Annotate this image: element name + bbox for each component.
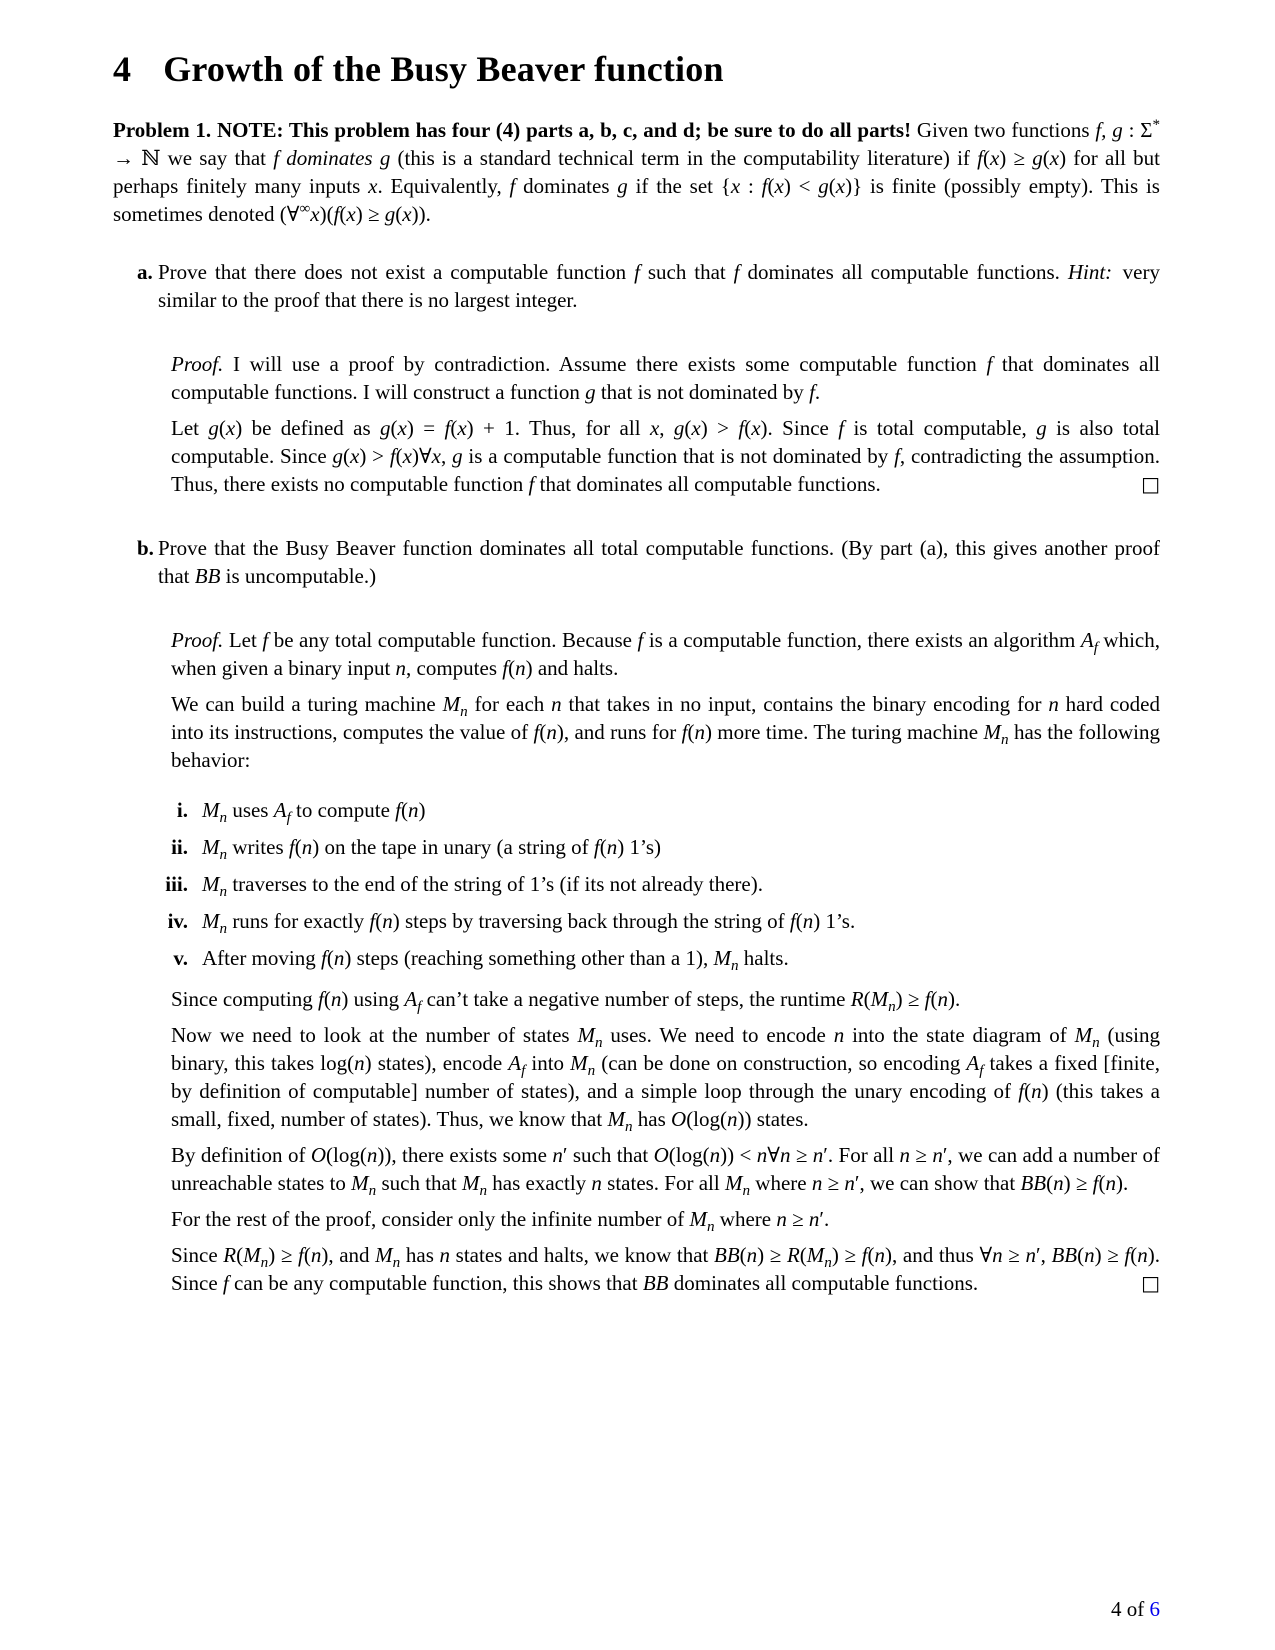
part-b-proof-paragraph-7 — [171, 1241, 1160, 1297]
list-item-v-label: v. — [173, 946, 188, 970]
list-item-iii-label: iii. — [165, 872, 188, 896]
list-item-iii — [165, 870, 1160, 901]
part-b-proof-paragraph-4: Now we need to look at the number of states $M_n$ uses. We need to encode n into the state diagram of $M_n$ (using binary, this takes log(n) states), encode $A_f$ into $M_n$ (can be done on construction, so encoding $A_f$ takes a fixed [finite, by definition of computable] number of states), and a simple loop through the unary encoding of f(n) (this takes a small, fixed, number of states). Thus, we know that $M_n$ has O(log(n)) states. — [171, 1023, 1161, 1136]
part-b-proof-paragraph-5: By definition of O(log(n)), there exists some n′ such that O(log(n)) < n∀n ≥ n′. For all n ≥ n′, we can add a number of unreachable states to $M_n$ such that $M_n$ has exactly n states. For all $M_n$ where n ≥ n′, we can show that BB(n) ≥ f(n). — [171, 1143, 1160, 1200]
part-b — [113, 534, 1160, 1297]
part-b-proof-paragraph-7-text: Since $R(M_n) \ge f(n)$, and $M_n$ has n states and halts, we know that $BB(n) \ge R(M_n) \ge f(n)$, and thus ∀n ≥ n′, BB(n) ≥ f(n). Since f can be any computable function, this shows that BB dominates all computable functions. — [171, 1243, 1160, 1295]
problem-intro-paragraph — [113, 116, 1160, 228]
part-a-proof-paragraph-1: Proof. I will use a proof by contradiction. Assume there exists some computable function f that dominates all computable functions. I will construct a function g that is not dominated by f. — [171, 352, 1161, 404]
section-heading — [113, 48, 1160, 90]
list-item-iv-text: $M_n$ runs for exactly f(n) steps by traversing back through the string of f(n) 1’s. — [202, 909, 856, 938]
part-b-proof-paragraph-3: Since computing f(n) using $A_f$ can’t take a negative number of steps, the runtime $R(M_n) \ge f(n)$. — [171, 987, 961, 1016]
part-b-proof-paragraph-2: We can build a turing machine $M_n$ for each n that takes in no input, contains the binary encoding for n hard coded into its instructions, computes the value of f(n), and runs for f(n) more time. The turing machine $M_n$ has the following behavior: — [171, 692, 1161, 772]
part-a-proof-paragraph-2 — [171, 414, 1160, 498]
list-item-ii — [171, 833, 1160, 864]
section-number: 4 — [113, 49, 132, 89]
turing-machine-behavior-list — [113, 796, 1160, 975]
section-title: Growth of the Busy Beaver function — [163, 49, 724, 89]
part-b-proof-paragraph-1: Proof. Let f be any total computable function. Because f is a computable function, there exists an algorithm $A_f$ which, when given a binary input n, computes f(n) and halts. — [171, 628, 1160, 680]
list-item-i-text: $M_n$ uses $A_f$ to compute f(n) — [202, 798, 426, 827]
part-b-proof-paragraph-6: For the rest of the proof, consider only the infinite number of $M_n$ where n ≥ n′. — [171, 1207, 830, 1236]
part-a-proof — [113, 350, 1160, 498]
part-b-statement: Prove that the Busy Beaver function dominates all total computable functions. (By part (a), this gives another proof that BB is uncomputable.) — [158, 536, 1160, 588]
qed-tombstone-icon: □ — [1141, 472, 1160, 496]
problem-definition-text: Given two functions f, g : Σ* → ℕ we say that f dominates g (this is a standard technical term in the computability literature) if f(x) ≥ g(x) for all but perhaps finitely many inputs x. Equivalently, f dominates g if the set {x : f(x) < g(x)} is finite (possibly empty). This is sometimes denoted (∀∞x)(f(x) ≥ g(x)). — [113, 117, 1160, 226]
list-item-i — [176, 796, 1160, 827]
part-a — [113, 258, 1160, 498]
part-b-label: b. — [137, 536, 154, 560]
total-pages-link[interactable]: 6 — [1149, 1597, 1160, 1621]
list-item-v-text: After moving f(n) steps (reaching something other than a 1), $M_n$ halts. — [202, 946, 789, 975]
problem-note: Problem 1. NOTE: This problem has four (4) parts a, b, c, and d; be sure to do all parts! — [113, 118, 912, 142]
list-item-v — [173, 944, 1160, 975]
list-item-iii-text: $M_n$ traverses to the end of the string of 1’s (if its not already there). — [202, 872, 763, 901]
page-footer — [1111, 1595, 1160, 1623]
list-item-iv — [167, 907, 1160, 938]
part-a-statement: Prove that there does not exist a computable function f such that f dominates all computable functions. Hint: very similar to the proof that there is no largest integer. — [158, 260, 1160, 312]
page-number-label: 4 of — [1111, 1597, 1145, 1621]
list-item-ii-label: ii. — [171, 835, 188, 859]
part-a-label: a. — [137, 260, 153, 284]
qed-tombstone-icon: □ — [1141, 1271, 1160, 1295]
list-item-i-label: i. — [176, 798, 188, 822]
list-item-ii-text: $M_n$ writes f(n) on the tape in unary (a string of f(n) 1’s) — [202, 835, 661, 864]
part-b-proof — [113, 626, 1160, 1297]
part-a-proof-paragraph-2-text: Let g(x) be defined as g(x) = f(x) + 1. Thus, for all x, g(x) > f(x). Since f is total computable, g is also total computable. Since g(x) > f(x)∀x, g is a computable function that is not dominated by f, contradicting the assumption. Thus, there exists no computable function f that dominates all computable functions. — [171, 416, 1161, 496]
list-item-iv-label: iv. — [167, 909, 188, 933]
